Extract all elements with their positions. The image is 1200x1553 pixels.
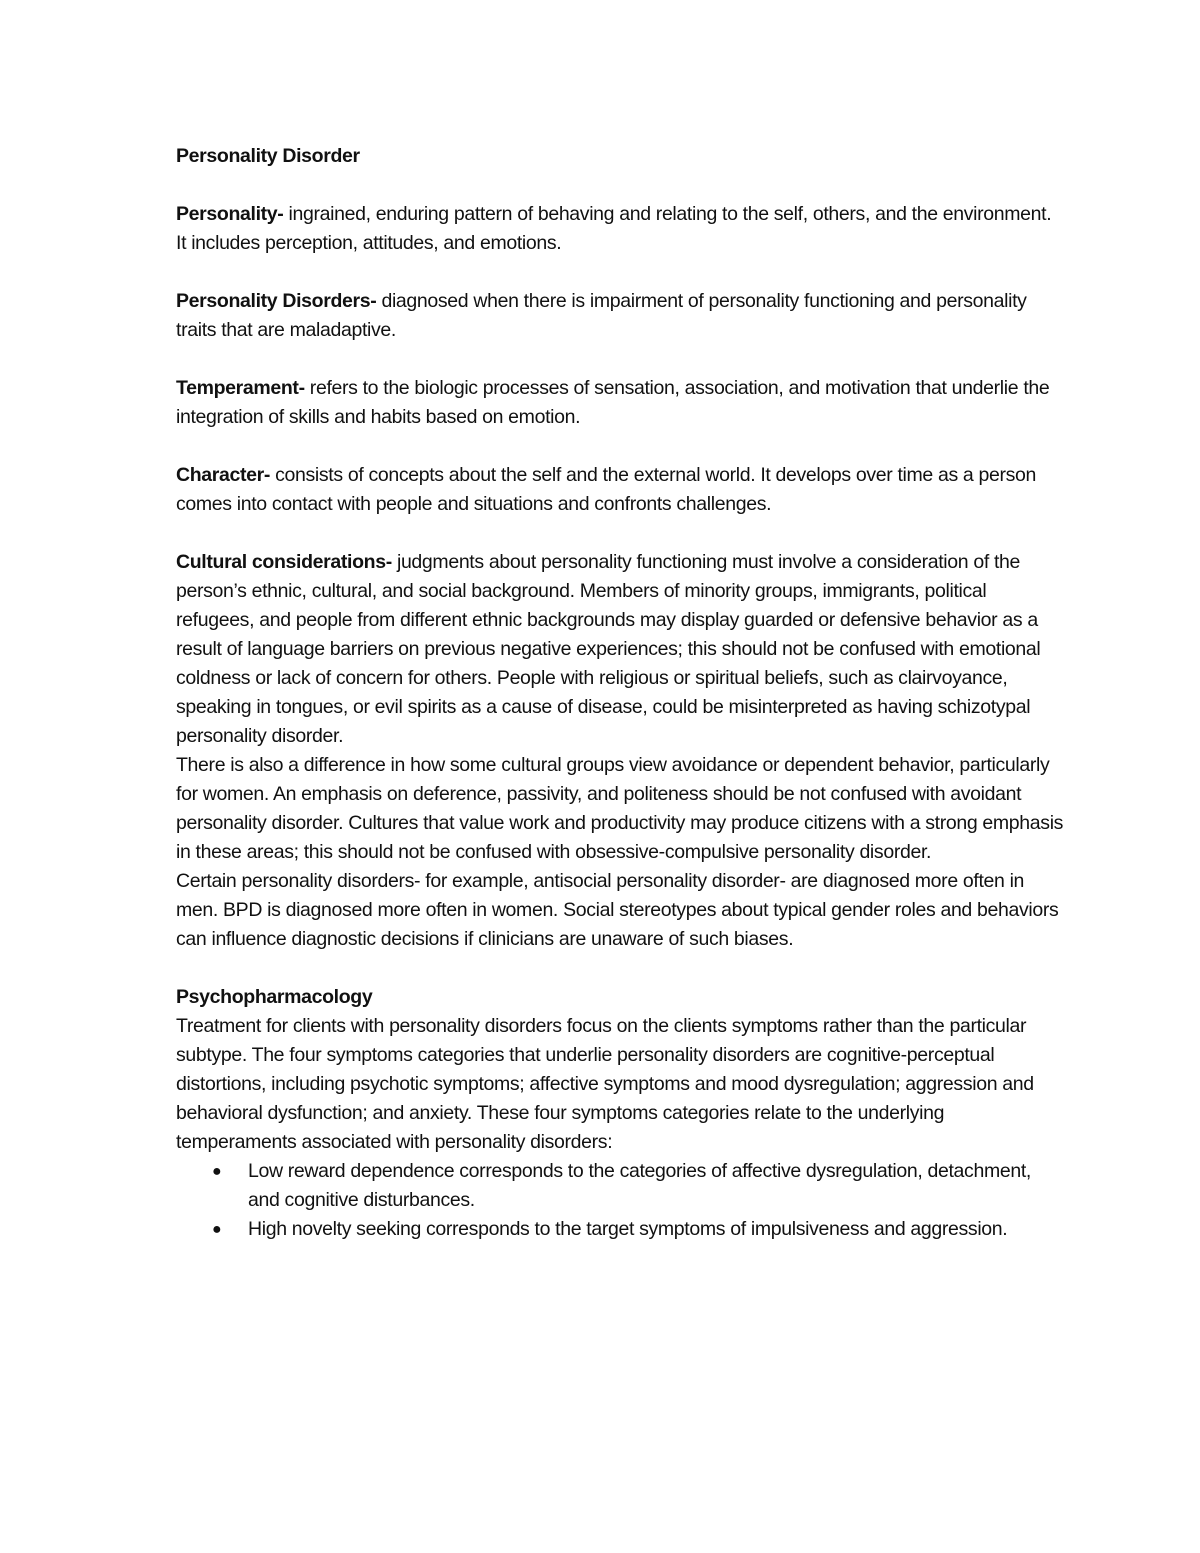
section-heading-psychopharmacology: Psychopharmacology (176, 986, 373, 1008)
definition-temperament (176, 374, 1066, 432)
term-label: Temperament- (176, 377, 305, 399)
term-label: Character- (176, 464, 271, 486)
temperament-bullet-list (176, 1157, 1066, 1244)
definition-personality (176, 200, 1066, 258)
spacer (176, 432, 1066, 461)
list-item-text: Low reward dependence corresponds to the categories of affective dysregulation, detachment, and cognitive disturbances. (248, 1160, 1031, 1211)
spacer (176, 345, 1066, 374)
term-text: diagnosed when there is impairment of personality functioning and personality traits that are maladaptive. (176, 290, 1027, 341)
psychopharmacology-paragraph: Treatment for clients with personality disorders focus on the clients symptoms rather than the particular subtype. The four symptoms categories that underlie personality disorders are cognitive-perceptual distortions, including psychotic symptoms; affective symptoms and mood dysregulation; aggression and behavioral dysfunction; and anxiety. These four symptoms categories relate to the underlying temperaments associated with personality disorders: (176, 1015, 1034, 1153)
definition-cultural-considerations (176, 548, 1066, 751)
document-page (176, 142, 1066, 1244)
spacer (176, 258, 1066, 287)
list-item (176, 1157, 1066, 1215)
term-label: Personality Disorders- (176, 290, 377, 312)
bullet-icon: ● (212, 1221, 222, 1238)
term-label: Personality- (176, 203, 284, 225)
spacer (176, 519, 1066, 548)
cultural-paragraph-2: There is also a difference in how some cultural groups view avoidance or dependent behavior, particularly for women. An emphasis on deference, passivity, and politeness should be not confused with avoidant personality disorder. Cultures that value work and productivity may produce citizens with a strong emphasis in these areas; this should not be confused with obsessive-compulsive personality disorder. (176, 754, 1064, 863)
definition-character (176, 461, 1066, 519)
bullet-icon: ● (212, 1163, 222, 1180)
term-text: refers to the biologic processes of sensation, association, and motivation that underlie the integration of skills and habits based on emotion. (176, 377, 1050, 428)
spacer (176, 171, 1066, 200)
term-label: Cultural considerations- (176, 551, 392, 573)
definition-personality-disorders (176, 287, 1066, 345)
term-text: ingrained, enduring pattern of behaving and relating to the self, others, and the environment. It includes perception, attitudes, and emotions. (176, 203, 1052, 254)
term-text: judgments about personality functioning must involve a consideration of the person’s ethnic, cultural, and social background. Members of minority groups, immigrants, political refugees, and people from different ethnic backgrounds may display guarded or defensive behavior as a result of language barriers on previous negative experiences; this should not be confused with emotional coldness or lack of concern for others. People with religious or spiritual beliefs, such as clairvoyance, speaking in tongues, or evil spirits as a cause of disease, could be misinterpreted as having schizotypal personality disorder. (176, 551, 1041, 747)
list-item-text: High novelty seeking corresponds to the target symptoms of impulsiveness and aggression. (248, 1218, 1008, 1240)
spacer (176, 954, 1066, 983)
term-text: consists of concepts about the self and the external world. It develops over time as a person comes into contact with people and situations and confronts challenges. (176, 464, 1037, 515)
list-item (176, 1215, 1066, 1244)
cultural-paragraph-3: Certain personality disorders- for example, antisocial personality disorder- are diagnosed more often in men. BPD is diagnosed more often in women. Social stereotypes about typical gender roles and behaviors can influence diagnostic decisions if clinicians are unaware of such biases. (176, 870, 1059, 950)
document-title: Personality Disorder (176, 145, 360, 167)
